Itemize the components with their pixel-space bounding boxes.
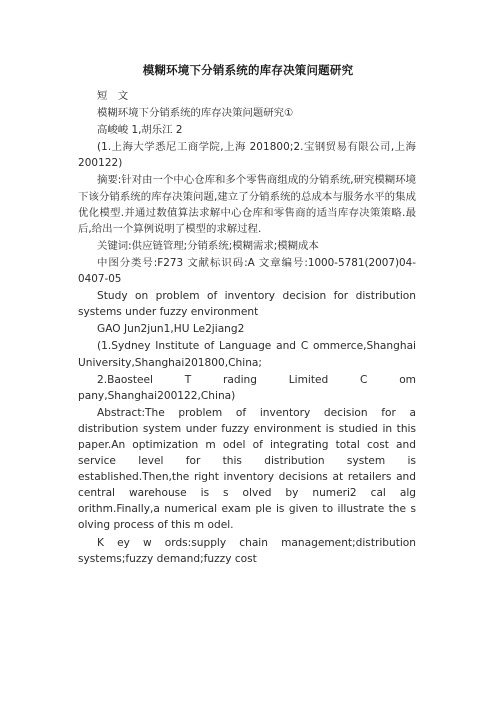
authors-cn: 高峻峻 1,胡乐江 2 xyxy=(97,124,183,137)
document-title: 模糊环境下分销系统的库存决策问题研究 xyxy=(142,63,354,77)
keywords-en: K ey w ords:supply chain management;distribution systems;fuzzy demand;fuzzy cost xyxy=(78,536,416,565)
affiliations-cn: (1.上海大学悉尼工商学院,上海 201800;2.宝钢贸易有限公司,上海 200122) xyxy=(78,141,416,170)
paper-title-en: Study on problem of inventory decision for distribution systems under fuzzy environment xyxy=(78,290,416,319)
classification-info: 中图分类号:F273 文献标识码:A 文章编号:1000-5781(2007)04-0407-05 xyxy=(78,256,416,286)
affiliation-en-1: (1.Sydney Institute of Language and C ommerce,Shanghai University,Shanghai201800,China; xyxy=(78,340,416,369)
affiliation-en-2: 2.Baosteel T rading Limited C om pany,Shanghai200122,China) xyxy=(78,373,416,402)
abstract-cn: 摘要:针对由一个中心仓库和多个零售商组成的分销系统,研究模糊环境下该分销系统的库存决策问题,建立了分销系统的总成本与服务水平的集成优化模型.并通过数值算法求解中心仓库和零售商的适当库存决策策略.最后,给出一个算例说明了模型的求解过程. xyxy=(78,174,416,235)
abstract-en: Abstract:The problem of inventory decision for a distribution system under fuzzy environment is studied in this paper.An optimization m odel of integrating total cost and service level for this distribution system is established.Then,the right inventory decisions at retailers and central warehouse is s olved by numeri2 cal alg orithm.Finally,a numerical exam ple is given to illustrate the s olving process of this m odel. xyxy=(78,406,416,532)
section-label: 短 文 xyxy=(97,90,129,102)
keywords-cn: 关键词:供应链管理;分销系统;模糊需求;模糊成本 xyxy=(97,239,319,252)
document-body xyxy=(78,88,416,568)
authors-en: GAO Jun2jun1,HU Le2jiang2 xyxy=(97,323,245,336)
paper-title-cn: 模糊环境下分销系统的库存决策问题研究① xyxy=(97,107,294,120)
